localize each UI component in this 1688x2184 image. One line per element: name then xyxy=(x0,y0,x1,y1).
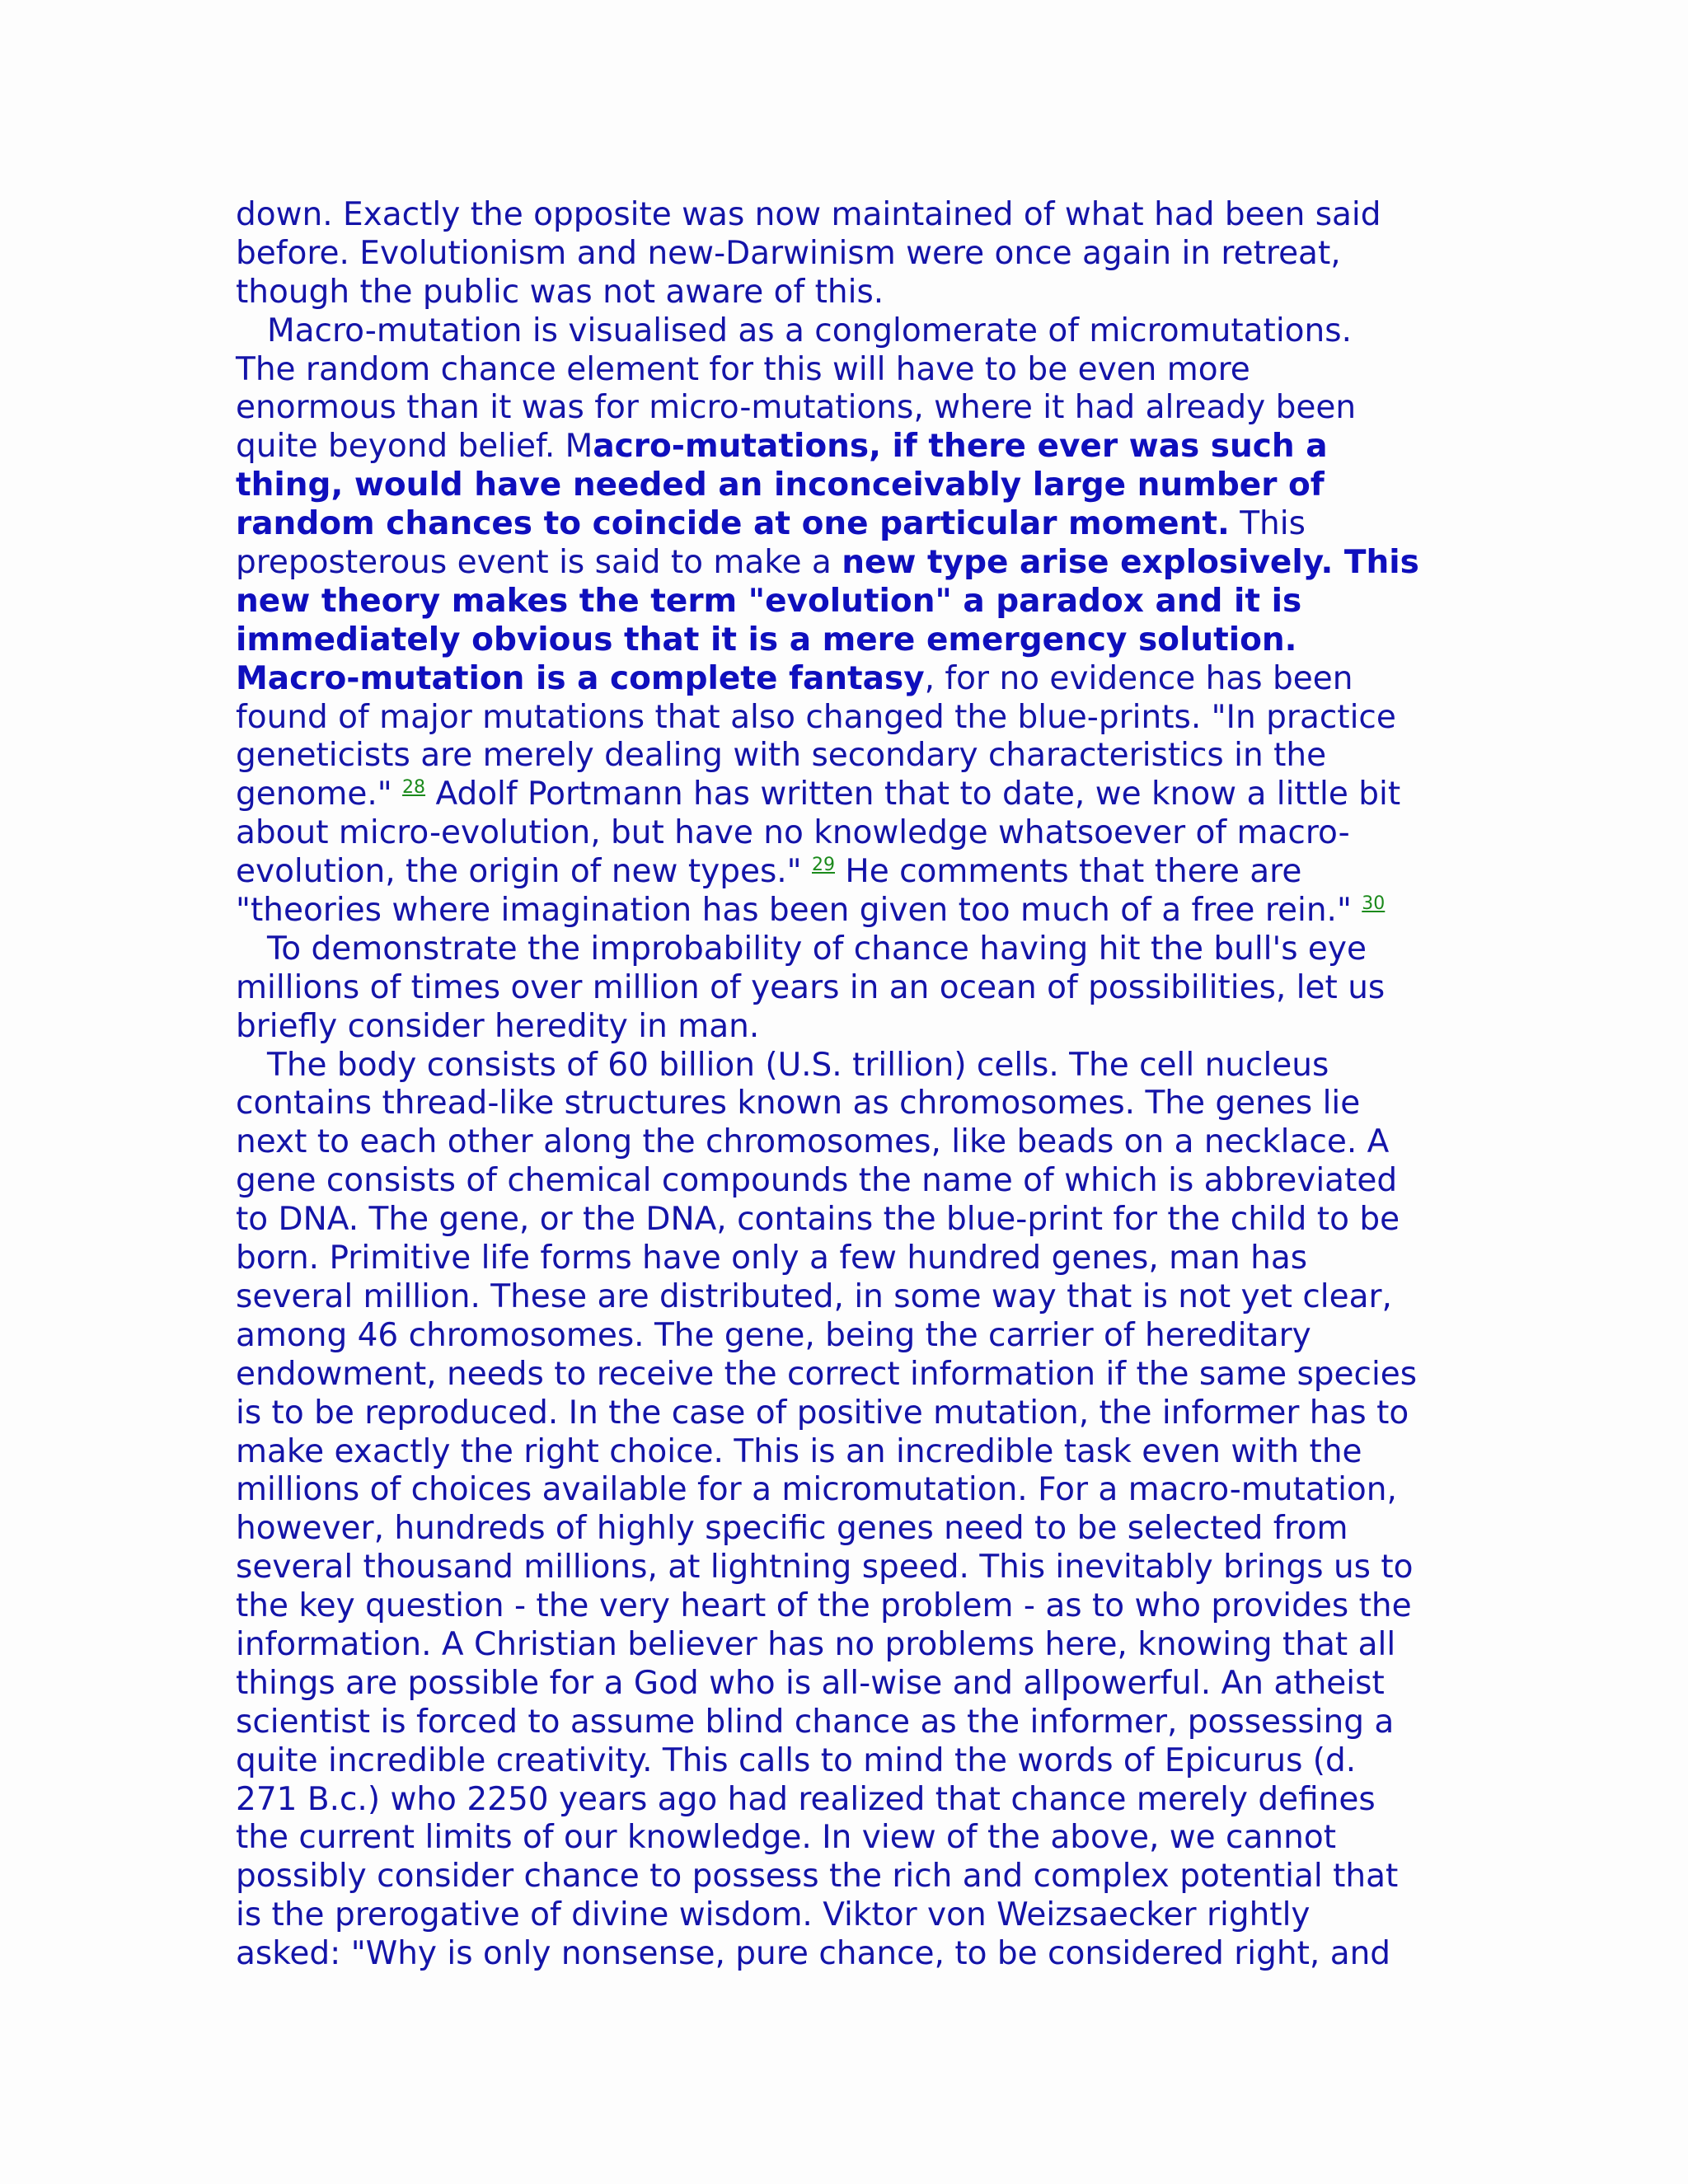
footnote-link[interactable]: 29 xyxy=(812,855,835,876)
text-span: is the prerogative of divine wisdom. Viktor von Weizsaecker rightly xyxy=(236,1896,1311,1934)
text-span: asked: "Why is only nonsense, pure chance, to be considered right, and xyxy=(236,1935,1391,1973)
text-line xyxy=(236,351,1489,390)
text-span: contains thread-like structures known as chromosomes. The genes lie xyxy=(236,1085,1361,1122)
text-span: before. Evolutionism and new-Darwinism were once again in retreat, xyxy=(236,234,1341,272)
text-span: scientist is forced to assume blind chance as the informer, possessing a xyxy=(236,1703,1395,1741)
text-line xyxy=(236,466,1489,505)
text-line xyxy=(236,1433,1489,1472)
text-span: information. A Christian believer has no problems here, knowing that all xyxy=(236,1625,1396,1663)
text-line xyxy=(236,1356,1489,1394)
text-line xyxy=(236,621,1489,660)
text-line xyxy=(236,235,1489,274)
text-span: however, hundreds of highly specific genes need to be selected from xyxy=(236,1510,1348,1548)
text-line xyxy=(236,660,1489,699)
text-span: "theories where imagination has been given too much of a free rein." xyxy=(236,892,1362,930)
text-line xyxy=(236,1935,1489,1974)
text-line xyxy=(236,1742,1489,1781)
text-line xyxy=(236,1240,1489,1278)
text-span: several million. These are distributed, in some way that is not yet clear, xyxy=(236,1277,1392,1315)
text-span: He comments that there are xyxy=(835,853,1302,891)
text-span: though the public was not aware of this. xyxy=(236,273,884,311)
text-line xyxy=(236,1587,1489,1626)
text-span: endowment, needs to receive the correct information if the same species xyxy=(236,1355,1418,1393)
text-span: millions of times over million of years in an ocean of possibilities, let us xyxy=(236,968,1386,1006)
text-line xyxy=(236,776,1489,814)
bold-text: immediately obvious that it is a mere emergency solution. xyxy=(236,621,1297,658)
text-line xyxy=(236,853,1489,892)
text-span: preposterous event is said to make a xyxy=(236,544,842,582)
text-line xyxy=(236,1896,1489,1935)
text-line xyxy=(236,1201,1489,1240)
text-line xyxy=(236,1510,1489,1549)
text-line xyxy=(236,1317,1489,1356)
text-span: is to be reproduced. In the case of positive mutation, the informer has to xyxy=(236,1394,1409,1432)
text-span: The body consists of 60 billion (U.S. trillion) cells. The cell nucleus xyxy=(267,1046,1329,1084)
text-line xyxy=(236,1665,1489,1704)
text-line xyxy=(236,737,1489,776)
text-line xyxy=(236,1162,1489,1201)
body-text xyxy=(236,196,1489,1974)
text-span: This xyxy=(1229,505,1306,543)
text-span: found of major mutations that also changed the blue-prints. "In practice xyxy=(236,698,1396,736)
text-span: briefly consider heredity in man. xyxy=(236,1007,760,1045)
text-line xyxy=(236,1549,1489,1587)
bold-text: thing, would have needed an inconceivably large number of xyxy=(236,466,1325,504)
text-span: , for no evidence has been xyxy=(924,659,1353,697)
text-span: next to each other along the chromosomes, like beads on a necklace. A xyxy=(236,1123,1390,1161)
text-line xyxy=(236,505,1489,544)
text-line xyxy=(236,1626,1489,1665)
text-span: Adolf Portmann has written that to date, we know a little bit xyxy=(425,776,1401,813)
footnote-link[interactable]: 30 xyxy=(1362,893,1386,915)
text-span: enormous than it was for micro-mutations, where it had already been xyxy=(236,389,1357,427)
text-span: things are possible for a God who is all-wise and allpowerful. An atheist xyxy=(236,1664,1385,1702)
text-line xyxy=(236,969,1489,1008)
text-line xyxy=(236,892,1489,930)
text-line xyxy=(236,1085,1489,1123)
text-line xyxy=(236,389,1489,428)
text-span: to DNA. The gene, or the DNA, contains the blue-print for the child to be xyxy=(236,1201,1400,1239)
text-line xyxy=(236,1047,1489,1085)
text-line xyxy=(236,1781,1489,1820)
text-span: make exactly the right choice. This is an incredible task even with the xyxy=(236,1432,1362,1470)
text-span: The random chance element for this will have to be even more xyxy=(236,350,1250,388)
text-line xyxy=(236,196,1489,235)
bold-text: acro-mutations, if there ever was such a xyxy=(593,428,1328,466)
text-span: quite incredible creativity. This calls to mind the words of Epicurus (d. xyxy=(236,1741,1357,1779)
text-line xyxy=(236,1819,1489,1858)
text-span: evolution, the origin of new types." xyxy=(236,853,812,891)
text-span: down. Exactly the opposite was now maintained of what had been said xyxy=(236,196,1381,233)
text-line xyxy=(236,274,1489,312)
text-line xyxy=(236,930,1489,969)
text-span: several thousand millions, at lightning speed. This inevitably brings us to xyxy=(236,1549,1414,1586)
text-line xyxy=(236,814,1489,853)
text-span: among 46 chromosomes. The gene, being the carrier of hereditary xyxy=(236,1316,1311,1354)
text-line xyxy=(236,699,1489,738)
text-line xyxy=(236,312,1489,351)
text-span: geneticists are merely dealing with secondary characteristics in the xyxy=(236,737,1327,775)
text-span: about micro-evolution, but have no knowledge whatsoever of macro- xyxy=(236,814,1350,852)
bold-text: new theory makes the term "evolution" a paradox and it is xyxy=(236,582,1302,620)
text-span: gene consists of chemical compounds the name of which is abbreviated xyxy=(236,1162,1398,1200)
bold-text: new type arise explosively. This xyxy=(842,544,1419,582)
text-span: quite beyond belief. M xyxy=(236,428,593,466)
text-span: millions of choices available for a micromutation. For a macro-mutation, xyxy=(236,1471,1397,1509)
text-span: 271 B.c.) who 2250 years ago had realized that chance merely defines xyxy=(236,1780,1376,1818)
text-line xyxy=(236,428,1489,466)
text-line xyxy=(236,1123,1489,1162)
text-span: born. Primitive life forms have only a few hundred genes, man has xyxy=(236,1240,1308,1277)
footnote-link[interactable]: 28 xyxy=(402,777,426,799)
text-line xyxy=(236,1471,1489,1510)
text-span: the key question - the very heart of the problem - as to who provides the xyxy=(236,1587,1412,1625)
bold-text: Macro-mutation is a complete fantasy xyxy=(236,659,925,697)
text-span: the current limits of our knowledge. In view of the above, we cannot xyxy=(236,1819,1336,1857)
text-span: To demonstrate the improbability of chance having hit the bull's eye xyxy=(267,930,1367,968)
text-line xyxy=(236,544,1489,583)
bold-text: random chances to coincide at one particular moment. xyxy=(236,505,1230,543)
text-span: possibly consider chance to possess the rich and complex potential that xyxy=(236,1858,1399,1896)
text-line xyxy=(236,1704,1489,1742)
text-line xyxy=(236,1858,1489,1896)
text-line xyxy=(236,583,1489,621)
text-span: Macro-mutation is visualised as a conglomerate of micromutations. xyxy=(267,312,1352,349)
text-span: genome." xyxy=(236,776,403,813)
text-line xyxy=(236,1394,1489,1433)
text-line xyxy=(236,1008,1489,1047)
text-line xyxy=(236,1278,1489,1317)
